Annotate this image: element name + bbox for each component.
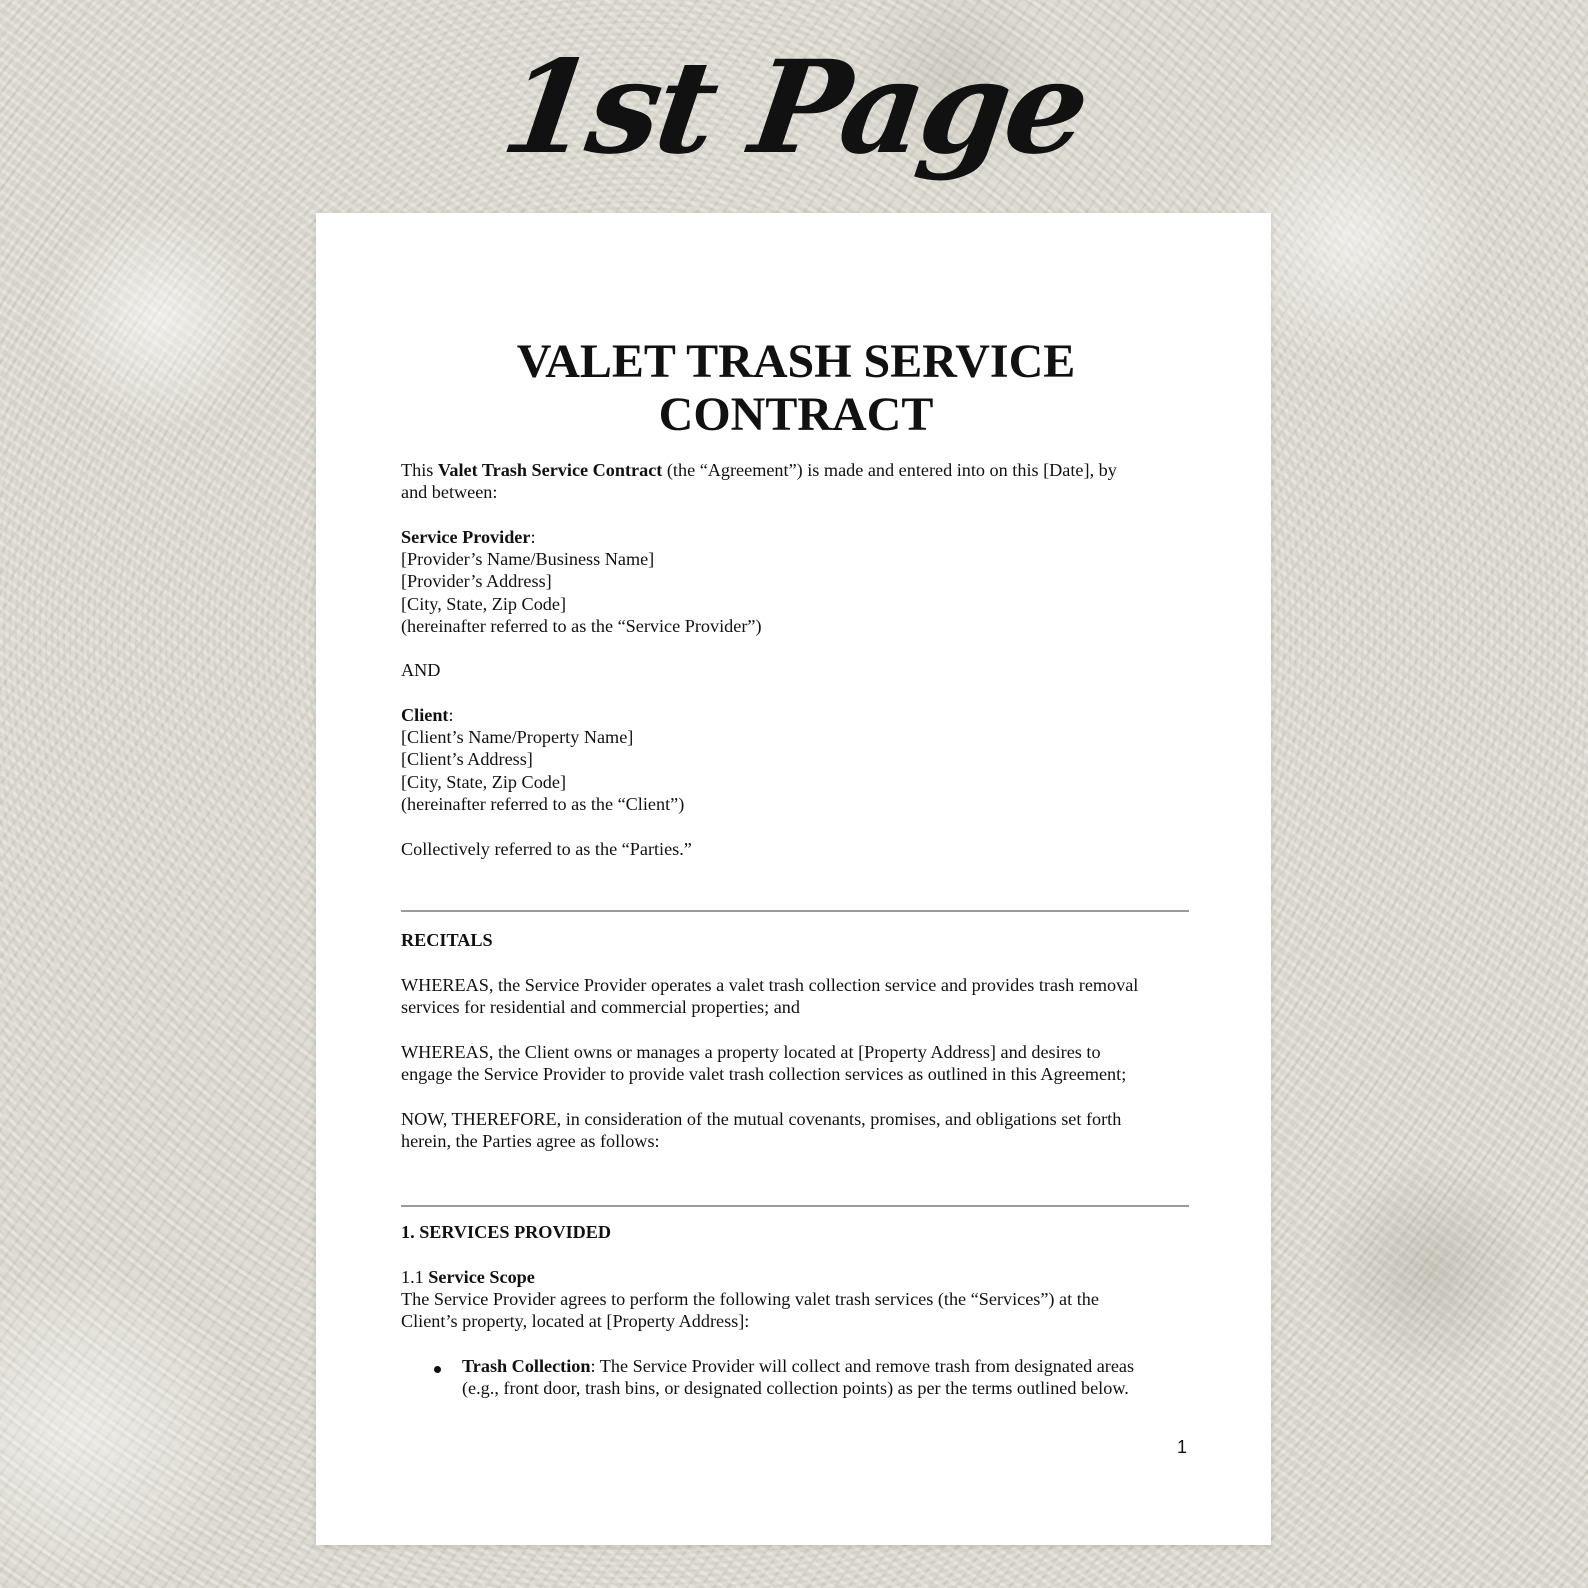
client-block bbox=[401, 704, 1191, 815]
recital-paragraph-3 bbox=[401, 1108, 1191, 1152]
recital-3-line-2: herein, the Parties agree as follows: bbox=[401, 1131, 660, 1152]
section-divider bbox=[401, 910, 1189, 912]
subsection-number: 1.1 bbox=[401, 1267, 429, 1287]
provider-city-line: [City, State, Zip Code] bbox=[401, 593, 567, 614]
intro-text-post: (the “Agreement”) is made and entered into on this [Date], by bbox=[662, 460, 1117, 480]
client-referred-line: (hereinafter referred to as the “Client”) bbox=[401, 793, 685, 814]
bullet-icon bbox=[434, 1366, 441, 1373]
intro-text-pre: This bbox=[401, 460, 438, 480]
section-1-1-block bbox=[401, 1266, 1191, 1333]
section-1-1-line-1: The Service Provider agrees to perform the following valet trash services (the “Services”) at the bbox=[401, 1289, 1099, 1310]
service-provider-label: Service Provider bbox=[401, 527, 531, 547]
provider-name-line: [Provider’s Name/Business Name] bbox=[401, 549, 655, 570]
section-divider bbox=[401, 1205, 1189, 1207]
service-provider-block bbox=[401, 526, 1191, 637]
client-address-line: [Client’s Address] bbox=[401, 749, 533, 770]
bullet-title: Trash Collection bbox=[462, 1356, 591, 1376]
recital-2-line-2: engage the Service Provider to provide valet trash collection services as outlined in this Agreement; bbox=[401, 1064, 1127, 1085]
section-1-1-line-2: Client’s property, located at [Property Address]: bbox=[401, 1311, 750, 1332]
section-1-heading: 1. SERVICES PROVIDED bbox=[401, 1222, 612, 1242]
intro-text-line-2: and between: bbox=[401, 482, 498, 503]
bullet-text-line-1: : The Service Provider will collect and remove trash from designated areas bbox=[590, 1356, 1135, 1376]
document-title-line-2: CONTRACT bbox=[658, 388, 934, 441]
recital-paragraph-1 bbox=[401, 974, 1191, 1018]
client-name-line: [Client’s Name/Property Name] bbox=[401, 727, 634, 748]
document-title-line-1: VALET TRASH SERVICE bbox=[516, 335, 1076, 388]
provider-referred-line: (hereinafter referred to as the “Service Provider”) bbox=[401, 615, 762, 636]
document-page bbox=[316, 213, 1271, 1545]
service-provider-colon: : bbox=[530, 527, 536, 547]
collectively-text: Collectively referred to as the “Parties.” bbox=[401, 839, 692, 859]
client-label: Client bbox=[401, 705, 449, 725]
provider-address-line: [Provider’s Address] bbox=[401, 571, 552, 592]
recital-1-line-2: services for residential and commercial properties; and bbox=[401, 997, 800, 1018]
client-city-line: [City, State, Zip Code] bbox=[401, 771, 567, 792]
bullet-text-line-2: (e.g., front door, trash bins, or designated collection points) as per the terms outlined below. bbox=[462, 1378, 1129, 1399]
recitals-heading: RECITALS bbox=[401, 930, 493, 950]
bullet-trash-collection bbox=[462, 1355, 1192, 1399]
subsection-title: Service Scope bbox=[428, 1267, 535, 1287]
document-title bbox=[401, 335, 1191, 441]
page-number: 1 bbox=[1176, 1437, 1187, 1457]
recital-2-line-1: WHEREAS, the Client owns or manages a property located at [Property Address] and desires to bbox=[401, 1042, 1101, 1062]
intro-contract-name: Valet Trash Service Contract bbox=[437, 460, 663, 480]
intro-paragraph bbox=[401, 459, 1191, 503]
recital-3-line-1: NOW, THEREFORE, in consideration of the mutual covenants, promises, and obligations set forth bbox=[401, 1109, 1122, 1129]
recital-1-line-1: WHEREAS, the Service Provider operates a valet trash collection service and provides trash removal bbox=[401, 975, 1139, 995]
recital-paragraph-2 bbox=[401, 1041, 1191, 1085]
client-colon: : bbox=[448, 705, 454, 725]
and-text: AND bbox=[401, 660, 441, 680]
banner-title: 1st Page bbox=[493, 33, 1095, 183]
